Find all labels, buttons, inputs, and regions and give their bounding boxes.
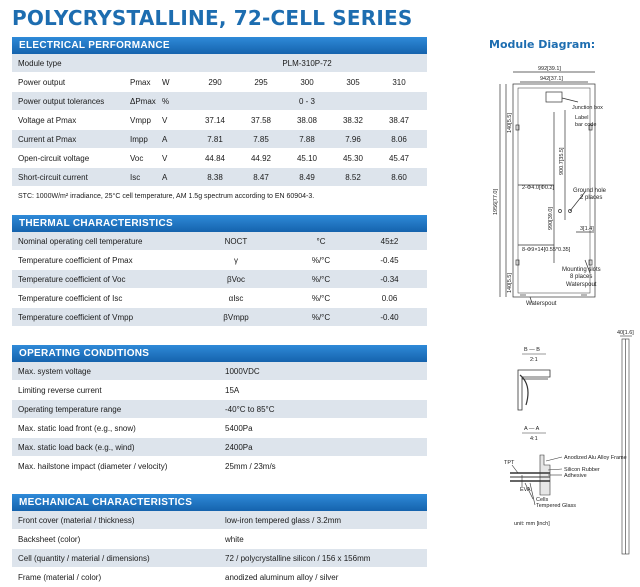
row-value: 8.06 bbox=[391, 134, 407, 144]
row-unit: %/°C bbox=[311, 274, 331, 284]
row-label: Operating temperature range bbox=[18, 404, 122, 414]
row-value: low-iron tempered glass / 3.2mm bbox=[225, 515, 342, 525]
row-value: 0 - 3 bbox=[298, 96, 315, 106]
row-unit: W bbox=[162, 77, 170, 87]
row-value: 38.08 bbox=[296, 115, 318, 125]
page-title: POLYCRYSTALLINE, 72-CELL SERIES bbox=[12, 6, 413, 30]
row-value: 44.92 bbox=[250, 153, 272, 163]
row-value: 300 bbox=[300, 77, 314, 87]
ground-hole-label: Ground hole bbox=[573, 188, 607, 194]
section-bb-label: B — B bbox=[524, 347, 540, 353]
row-label: Limiting reverse current bbox=[18, 385, 102, 395]
row-unit: °C bbox=[316, 236, 326, 246]
row-unit: A bbox=[162, 172, 168, 182]
row-value: -0.45 bbox=[380, 255, 399, 265]
row-unit: % bbox=[162, 96, 170, 106]
row-symbol: γ bbox=[234, 255, 238, 265]
row-value: 72 / polycrystalline silicon / 156 x 156mm bbox=[225, 553, 371, 563]
row-symbol: βVmpp bbox=[223, 312, 249, 322]
row-label: Max. static load back (e.g., wind) bbox=[18, 442, 135, 452]
mechanical-heading: MECHANICAL CHARACTERISTICS bbox=[12, 494, 427, 511]
row-label: Voltage at Pmax bbox=[18, 115, 77, 125]
row-unit: V bbox=[162, 115, 168, 125]
row-symbol: NOCT bbox=[224, 236, 248, 246]
rubber-label: Silicon Rubber bbox=[564, 467, 600, 473]
row-value: 15A bbox=[225, 385, 240, 395]
stc-note: STC: 1000W/m² irradiance, 25°C cell temperature, AM 1.5g spectrum according to EN 60904-3. bbox=[18, 193, 315, 200]
table-row bbox=[12, 419, 427, 438]
row-label: Temperature coefficient of Isc bbox=[18, 293, 123, 303]
dim-small: 3[1.4] bbox=[580, 226, 594, 232]
table-row bbox=[12, 530, 427, 549]
row-unit: V bbox=[162, 153, 168, 163]
row-value: 0.06 bbox=[381, 293, 398, 303]
operating-table bbox=[12, 362, 427, 476]
dim-height: 1956[77.0] bbox=[493, 189, 499, 215]
dim-inner: 942[37.1] bbox=[540, 76, 563, 82]
row-value: 45.10 bbox=[296, 153, 318, 163]
scale-bb-label: 2:1 bbox=[530, 357, 538, 363]
table-row bbox=[12, 270, 427, 289]
table-row bbox=[12, 289, 427, 308]
row-value: 305 bbox=[346, 77, 360, 87]
row-value: 2400Pa bbox=[225, 442, 253, 452]
row-value: 7.96 bbox=[345, 134, 361, 144]
row-value: 25mm / 23m/s bbox=[225, 461, 276, 471]
table-row bbox=[12, 438, 427, 457]
row-value: 44.84 bbox=[204, 153, 226, 163]
row-symbol: Isc bbox=[130, 172, 141, 182]
cells-label: Cells bbox=[536, 497, 549, 503]
waterspout-bottom-label: Waterspout bbox=[526, 301, 557, 307]
junction-box-label: Junction box bbox=[572, 105, 603, 111]
table-row bbox=[12, 400, 427, 419]
table-row bbox=[12, 308, 427, 327]
row-value: 45.47 bbox=[388, 153, 410, 163]
row-value: 310 bbox=[392, 77, 406, 87]
row-label: Open-circuit voltage bbox=[18, 153, 90, 163]
unit-label: unit: mm [inch] bbox=[514, 521, 550, 527]
row-symbol: ΔPmax bbox=[130, 96, 156, 106]
row-symbol: βVoc bbox=[227, 274, 245, 284]
row-value: 38.47 bbox=[388, 115, 410, 125]
row-unit: A bbox=[162, 134, 168, 144]
dim-mid: 900.7[35.5] bbox=[559, 147, 565, 175]
row-label: Power output bbox=[18, 77, 66, 87]
row-symbol: Vmpp bbox=[130, 115, 151, 125]
table-row bbox=[12, 111, 427, 130]
bar-code-label: bar code bbox=[575, 122, 597, 128]
row-label: Short-circuit current bbox=[18, 172, 88, 182]
table-row bbox=[12, 549, 427, 568]
row-label: Nominal operating cell temperature bbox=[18, 236, 143, 246]
row-value: 7.81 bbox=[207, 134, 223, 144]
module-type-label: Module type bbox=[18, 58, 62, 68]
spec-tables bbox=[12, 37, 427, 587]
adhesive-label: Adhesive bbox=[564, 473, 587, 479]
dim-hole: 2-Φ4.0[Φ0.2] bbox=[522, 185, 555, 191]
electrical-heading: ELECTRICAL PERFORMANCE bbox=[12, 37, 427, 54]
row-unit: %/°C bbox=[311, 255, 331, 265]
row-symbol: Impp bbox=[130, 134, 148, 144]
ground-places-label: 2 places bbox=[580, 195, 603, 201]
label-label: Label bbox=[575, 115, 589, 121]
dim-width: 992[39.1] bbox=[538, 66, 561, 72]
row-value: 5400Pa bbox=[225, 423, 253, 433]
operating-heading: OPERATING CONDITIONS bbox=[12, 345, 427, 362]
row-value: 290 bbox=[208, 77, 222, 87]
waterspout-right-label: Waterspout bbox=[566, 282, 597, 288]
row-label: Temperature coefficient of Vmpp bbox=[18, 312, 134, 322]
row-value: 37.58 bbox=[250, 115, 272, 125]
row-label: Current at Pmax bbox=[18, 134, 77, 144]
row-value: 295 bbox=[254, 77, 268, 87]
dim-slot: 8-Φ9×14[0.55*0.35] bbox=[522, 247, 571, 253]
eva-label: EVA bbox=[520, 487, 531, 493]
table-row bbox=[12, 130, 427, 149]
row-label: Frame (material / color) bbox=[18, 572, 102, 582]
row-label: Max. system voltage bbox=[18, 366, 91, 376]
side-dim-label: 40[1.6] bbox=[617, 330, 634, 336]
row-label: Max. static load front (e.g., snow) bbox=[18, 423, 136, 433]
scale-aa-label: 4:1 bbox=[530, 436, 538, 442]
table-row bbox=[12, 362, 427, 381]
diagram-title: Module Diagram: bbox=[489, 38, 596, 51]
row-value: 8.49 bbox=[299, 172, 315, 182]
table-row bbox=[12, 92, 427, 111]
row-label: Backsheet (color) bbox=[18, 534, 81, 544]
table-row bbox=[12, 568, 427, 587]
dim-bottom: 140[5.5] bbox=[507, 273, 513, 293]
row-label: Power output tolerances bbox=[18, 96, 105, 106]
table-row bbox=[12, 54, 427, 73]
row-value: 45±2 bbox=[380, 236, 399, 246]
row-symbol: Voc bbox=[130, 153, 144, 163]
thermal-heading: THERMAL CHARACTERISTICS bbox=[12, 215, 427, 232]
module-diagram bbox=[480, 55, 640, 560]
row-value: 7.85 bbox=[253, 134, 269, 144]
dim-mount: 990[39.0] bbox=[548, 207, 554, 230]
row-unit: %/°C bbox=[311, 312, 331, 322]
table-row bbox=[12, 232, 427, 251]
row-value: 1000VDC bbox=[225, 366, 260, 376]
frame-label: Anodized Alu Alloy Frame bbox=[564, 455, 627, 461]
tpt-label: TPT bbox=[504, 460, 515, 466]
row-unit: %/°C bbox=[311, 293, 331, 303]
row-label: Temperature coefficient of Pmax bbox=[18, 255, 133, 265]
row-symbol: αIsc bbox=[228, 293, 244, 303]
row-value: 8.47 bbox=[253, 172, 269, 182]
row-value: 8.60 bbox=[391, 172, 407, 182]
row-label: Temperature coefficient of Voc bbox=[18, 274, 126, 284]
row-value: 38.32 bbox=[342, 115, 364, 125]
mechanical-table bbox=[12, 511, 427, 587]
row-label: Max. hailstone impact (diameter / velocity) bbox=[18, 461, 168, 471]
row-value: 7.88 bbox=[299, 134, 315, 144]
row-symbol: Pmax bbox=[130, 77, 151, 87]
row-value: 8.38 bbox=[207, 172, 223, 182]
table-row bbox=[12, 457, 427, 476]
row-value: anodized aluminum alloy / silver bbox=[225, 572, 339, 582]
row-value: 8.52 bbox=[345, 172, 361, 182]
row-value: white bbox=[225, 534, 244, 544]
row-value: -0.34 bbox=[380, 274, 399, 284]
table-row bbox=[12, 168, 427, 187]
mounting-slots-label: Mounting slots bbox=[562, 267, 601, 273]
table-row bbox=[12, 251, 427, 270]
row-value: 45.30 bbox=[342, 153, 364, 163]
table-row bbox=[12, 73, 427, 92]
module-type-value: PLM-310P-72 bbox=[282, 58, 332, 68]
row-value: -0.40 bbox=[380, 312, 399, 322]
mounting-places-label: 8 places bbox=[570, 274, 593, 280]
row-value: 37.14 bbox=[204, 115, 226, 125]
section-aa-label: A — A bbox=[524, 426, 540, 432]
electrical-table bbox=[12, 54, 427, 187]
table-row bbox=[12, 381, 427, 400]
row-label: Cell (quantity / material / dimensions) bbox=[18, 553, 150, 563]
row-label: Front cover (material / thickness) bbox=[18, 515, 135, 525]
thermal-table bbox=[12, 232, 427, 327]
table-row bbox=[12, 149, 427, 168]
row-value: -40°C to 85°C bbox=[225, 404, 275, 414]
glass-label: Tempered Glass bbox=[536, 503, 577, 509]
dim-top: 140[5.5] bbox=[507, 113, 513, 133]
table-row bbox=[12, 511, 427, 530]
